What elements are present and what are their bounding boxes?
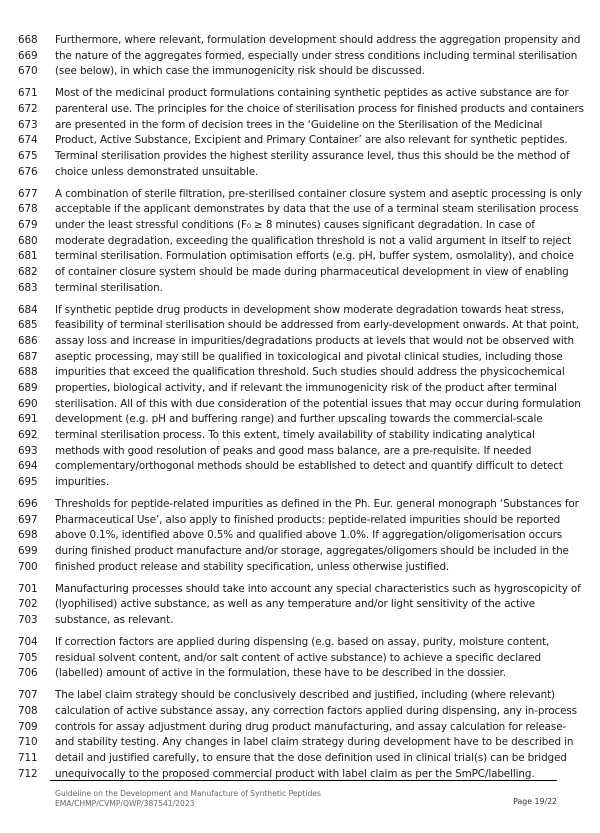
text-line (0, 118, 600, 134)
text-line (0, 202, 600, 218)
line-number: 701 (18, 582, 38, 595)
line-text: terminal sterilisation. Formulation optimisation efforts (e.g. pH, buffer system, osmolality), and choice (55, 250, 574, 263)
line-number: 675 (18, 149, 38, 162)
line-number: 702 (18, 598, 38, 611)
line-number: 696 (18, 497, 38, 510)
text-line (0, 249, 600, 265)
text-line (0, 560, 600, 576)
text-line (0, 412, 600, 428)
text-line (0, 444, 600, 460)
line-number: 712 (18, 767, 38, 780)
line-text: (labelled) amount of active in the formulation, these have to be described in the dossier. (55, 667, 506, 680)
line-text: unequivocally to the proposed commercial product with label claim as per the SmPC/labelling. (55, 767, 535, 780)
text-line (0, 64, 600, 80)
text-line (0, 102, 600, 118)
text-line (0, 497, 600, 513)
line-number: 708 (18, 705, 38, 718)
line-text: are presented in the form of decision trees in the ‘Guideline on the Sterilisation of the Medicinal (55, 118, 543, 131)
line-number: 688 (18, 366, 38, 379)
line-text: acceptable if the applicant demonstrates by data that the use of a terminal steam sterilisation process (55, 203, 579, 216)
text-line (0, 265, 600, 281)
line-text: parenteral use. The principles for the choice of sterilisation process for finished products and containers (55, 103, 584, 116)
paragraph (0, 303, 600, 491)
paragraph (0, 33, 600, 80)
line-number: 687 (18, 350, 38, 363)
line-text: under the least stressful conditions (F₀ ≥ 8 minutes) causes significant degradation. In case of (55, 219, 535, 232)
paragraph (0, 86, 600, 180)
text-line (0, 33, 600, 49)
text-line (0, 234, 600, 250)
line-text: during finished product manufacture and/or storage, aggregates/oligomers should be included in the (55, 544, 569, 557)
line-text: impurities that exceed the qualification threshold. Such studies should address the physicochemical (55, 366, 565, 379)
line-text: Most of the medicinal product formulations containing synthetic peptides as active substance are for (55, 87, 569, 100)
line-number: 697 (18, 513, 38, 526)
line-number: 670 (18, 65, 38, 78)
line-text: complementary/orthogonal methods should be established to detect and quantify difficult to detect (55, 460, 563, 473)
line-number: 674 (18, 134, 38, 147)
line-number: 682 (18, 265, 38, 278)
line-number: 692 (18, 428, 38, 441)
line-number: 669 (18, 49, 38, 62)
line-text: of container closure system should be made during pharmaceutical development in view of enabling (55, 265, 569, 278)
line-number: 694 (18, 460, 38, 473)
line-text: terminal sterilisation. (55, 281, 163, 294)
line-text: finished product release and stability specification, unless otherwise justified. (55, 560, 450, 573)
line-number: 691 (18, 413, 38, 426)
line-text: (lyophilised) active substance, as well as any temperature and/or light sensitivity of the active (55, 598, 535, 611)
text-line (0, 218, 600, 234)
footer-reference: EMA/CHMP/CVMP/QWP/387541/2023 (55, 799, 195, 808)
document-body (0, 33, 600, 789)
text-line (0, 133, 600, 149)
footer-document-info (55, 789, 321, 809)
line-number: 677 (18, 187, 38, 200)
line-number: 706 (18, 667, 38, 680)
footer-divider (50, 780, 557, 781)
line-text: assay loss and increase in impurities/degradations products at levels that would not be observed with (55, 335, 575, 348)
line-text: calculation of active substance assay, any correction factors applied during dispensing, any in-process (55, 705, 577, 718)
footer-title: Guideline on the Development and Manufacture of Synthetic Peptides (55, 789, 321, 798)
text-line (0, 281, 600, 297)
line-text: development (e.g. pH and buffering range) and further upscaling towards the commercial-scale (55, 413, 543, 426)
text-line (0, 365, 600, 381)
text-line (0, 597, 600, 613)
text-line (0, 688, 600, 704)
text-line (0, 303, 600, 319)
line-text: A combination of sterile filtration, pre-sterilised container closure system and aseptic processing is only (55, 187, 582, 200)
line-text: substance, as relevant. (55, 613, 174, 626)
text-line (0, 751, 600, 767)
line-number: 673 (18, 118, 38, 131)
line-text: terminal sterilisation process. To this extent, timely availability of stability indicating analytical (55, 428, 535, 441)
paragraph (0, 635, 600, 682)
line-text: the nature of the aggregates formed, especially under stress conditions including terminal sterilisation (55, 49, 578, 62)
text-line (0, 720, 600, 736)
line-number: 704 (18, 636, 38, 649)
line-number: 693 (18, 444, 38, 457)
paragraph (0, 187, 600, 296)
line-text: sterilisation. All of this with due consideration of the potential issues that may occur during formulation (55, 397, 581, 410)
line-text: detail and justified carefully, to ensure that the dose definition used in clinical trial(s) can be bridged (55, 752, 567, 765)
line-text: impurities. (55, 475, 110, 488)
line-number: 668 (18, 34, 38, 46)
line-text: Product, Active Substance, Excipient and Primary Container’ are also relevant for synthetic peptides. (55, 134, 568, 147)
text-line (0, 397, 600, 413)
line-number: 700 (18, 560, 38, 573)
line-number: 695 (18, 475, 38, 488)
line-text: choice unless demonstrated unsuitable. (55, 165, 259, 178)
line-number: 678 (18, 203, 38, 216)
line-number: 689 (18, 381, 38, 394)
line-number: 707 (18, 689, 38, 702)
line-number: 699 (18, 544, 38, 557)
line-number: 681 (18, 250, 38, 263)
text-line (0, 475, 600, 491)
page-number: Page 19/22 (513, 797, 557, 806)
line-text: The label claim strategy should be conclusively described and justified, including (where relevant) (55, 689, 555, 702)
line-text: feasibility of terminal sterilisation should be addressed from early-development onwards. At that point, (55, 319, 579, 332)
line-text: Furthermore, where relevant, formulation development should address the aggregation propensity and (55, 34, 581, 46)
text-line (0, 544, 600, 560)
line-number: 679 (18, 219, 38, 232)
line-number: 686 (18, 335, 38, 348)
text-line (0, 613, 600, 629)
line-text: Pharmaceutical Use’, also apply to finished products: peptide-related impurities should be reported (55, 513, 561, 526)
line-text: Terminal sterilisation provides the highest sterility assurance level, thus this should be the method of (55, 149, 570, 162)
line-number: 684 (18, 303, 38, 316)
line-text: (see below), in which case the immunogenicity risk should be discussed. (55, 65, 425, 78)
text-line (0, 513, 600, 529)
text-line (0, 165, 600, 181)
line-number: 685 (18, 319, 38, 332)
line-text: Thresholds for peptide-related impurities as defined in the Ph. Eur. general monograph ‘Substances for (55, 497, 579, 510)
paragraph (0, 497, 600, 575)
text-line (0, 334, 600, 350)
line-text: If synthetic peptide drug products in development show moderate degradation towards heat stress, (55, 303, 565, 316)
line-text: Manufacturing processes should take into account any special characteristics such as hygroscopicity of (55, 582, 581, 595)
line-text: If correction factors are applied during dispensing (e.g. based on assay, purity, moisture content, (55, 636, 550, 649)
line-text: aseptic processing, may still be qualified in toxicological and pivotal clinical studies, including those (55, 350, 563, 363)
text-line (0, 666, 600, 682)
line-text: moderate degradation, exceeding the qualification threshold is not a valid argument in itself to reject (55, 234, 572, 247)
text-line (0, 582, 600, 598)
line-text: and stability testing. Any changes in label claim strategy during development have to be described in (55, 736, 574, 749)
text-line (0, 187, 600, 203)
paragraph (0, 688, 600, 782)
text-line (0, 459, 600, 475)
line-number: 711 (18, 752, 38, 765)
line-number: 683 (18, 281, 38, 294)
text-line (0, 528, 600, 544)
text-line (0, 428, 600, 444)
text-line (0, 651, 600, 667)
line-text: above 0.1%, identified above 0.5% and qualified above 1.0%. If aggregation/oligomerisation occurs (55, 529, 563, 542)
line-text: controls for assay adjustment during drug product manufacturing, and assay calculation for release- (55, 720, 567, 733)
text-line (0, 318, 600, 334)
text-line (0, 350, 600, 366)
text-line (0, 149, 600, 165)
text-line (0, 49, 600, 65)
line-number: 703 (18, 613, 38, 626)
line-number: 672 (18, 103, 38, 116)
line-number: 671 (18, 87, 38, 100)
line-number: 676 (18, 165, 38, 178)
line-text: residual solvent content, and/or salt content of active substance) to achieve a specific declared (55, 651, 541, 664)
text-line (0, 704, 600, 720)
line-number: 698 (18, 529, 38, 542)
text-line (0, 381, 600, 397)
text-line (0, 635, 600, 651)
paragraph (0, 582, 600, 629)
line-number: 710 (18, 736, 38, 749)
line-number: 709 (18, 720, 38, 733)
text-line (0, 86, 600, 102)
line-number: 680 (18, 234, 38, 247)
line-text: methods with good resolution of peaks and good mass balance, are a pre-requisite. If needed (55, 444, 532, 457)
line-number: 690 (18, 397, 38, 410)
text-line (0, 735, 600, 751)
line-number: 705 (18, 651, 38, 664)
line-text: properties, biological activity, and if relevant the immunogenicity risk of the product after terminal (55, 381, 557, 394)
